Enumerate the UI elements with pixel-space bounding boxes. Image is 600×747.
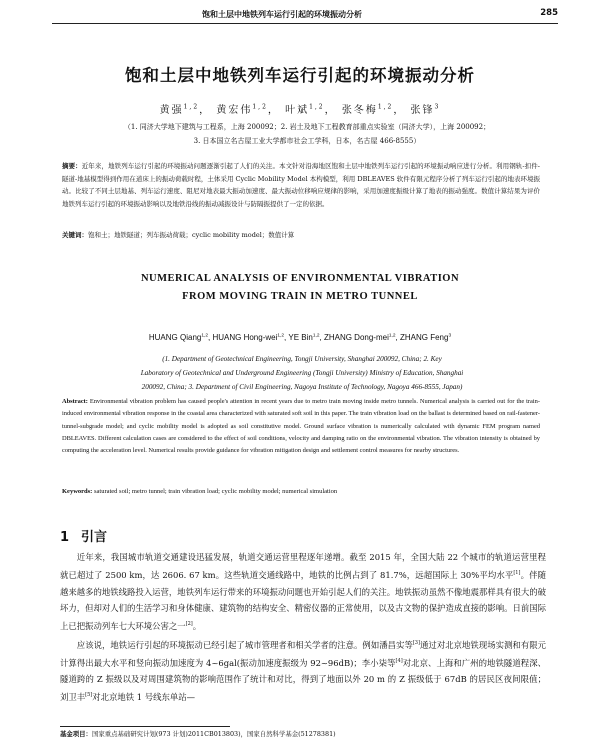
- chinese-abstract: [62, 160, 540, 210]
- page-number: 285: [540, 8, 558, 18]
- chinese-authors: 黄强$^{1,2}$， 黄宏伟$^{1,2}$， 叶斌$^{1,2}$， 张冬梅$^{1,2}$， 张锋$^3$: [159, 103, 441, 116]
- affiliation-line: 200092, China; 3. Department of Civil Engineering, Nagoya Institute of Technology, Nagoya 466-8555, Japan): [141, 383, 463, 391]
- footnote-rule: [60, 726, 230, 727]
- english-abstract: [62, 396, 540, 457]
- paragraph-text: 对北京地铁 1 号线东单站—: [92, 692, 196, 703]
- abstract-text: 近年来，地铁列车运行引起的环境振动问题逐渐引起了人们的关注。本文针对沿海地区饱和土层中地铁列车运行引起的环境振动响应进行分析。利用钢轨-扣件-隧道-地基模型得到作用在道床上的振动荷载时程，土体采用 Cyclic Mobility Model 本构模型，利用 DBLEAVES 软件有限元程序分析了列车运行引起的地表环境振动。比较了不同土层地基、列车运行速度、阻尼对地表最大振动加速度、最大振动位移响应规律的影响，采用加速度振级计算了地表的振动强度。数值计算结果为评价地铁列车运行引起的环境振动影响以及地铁沿线的振动减振设计与防隔振提供了一定的依据。: [62, 162, 540, 208]
- running-title: 饱和土层中地铁列车运行引起的环境振动分析: [202, 10, 362, 19]
- chinese-affiliations: [72, 120, 542, 148]
- affiliation-line: 3. 日本国立名古屋工业大学都市社会工学科，日本，名古屋 466-8555）: [193, 137, 421, 145]
- author-name: 张冬梅: [341, 105, 378, 116]
- english-affiliations: [82, 352, 522, 394]
- body-text: [60, 549, 546, 706]
- affiliation-line: Laboratory of Geotechnical and Underground Engineering (Tongji University) Ministry of Education, Shanghai: [140, 369, 464, 377]
- author-sup: 1,2: [183, 103, 200, 111]
- author-name: 黄宏伟: [216, 105, 253, 116]
- author-sup: 1,2: [277, 333, 285, 339]
- paragraph-text: 应该说，地铁运行引起的环境振动已经引起了城市管理者和相关学者的注意。例如潘昌实等: [76, 639, 413, 650]
- author-sup: 1,2: [312, 333, 320, 339]
- paragraph-text: 近年来，我国城市轨道交通建设迅猛发展，轨道交通运营里程逐年递增。截至 2015 年，全国大陆 22 个城市的轨道运营里程就已超过了 2500 km，达 2606. 67 km。这些轨道交通线路中，地铁的比例占到了 81.7%，远超国际上 30%平均水平: [60, 552, 546, 581]
- citation: [2]: [185, 621, 193, 628]
- english-authors: HUANG Qiang$^{1,2}$, HUANG Hong-wei$^{1,2}$, YE Bin$^{1,2}$, ZHANG Dong-mei$^{1,2}$, ZHANG Feng$^3$: [148, 333, 452, 342]
- footnote-label: 基金项目：: [60, 730, 92, 738]
- citation: [3]: [412, 639, 420, 646]
- author-name: 张锋: [410, 105, 435, 116]
- chinese-keywords: [62, 230, 540, 239]
- author-name: YE Bin: [288, 333, 313, 342]
- author-sup: 1,2: [201, 333, 209, 339]
- english-title-line: NUMERICAL ANALYSIS OF ENVIRONMENTAL VIBRATION: [140, 273, 460, 284]
- paragraph-text: 对北京、上海和广州的地铁隧道程深、隧道跨的 Z 振级以及对周围建筑物的影响范围作了统计和对比，得到了地面以外 20 m 的 Z 振级低于 67dB 的居民区夜间限值；刘卫丰: [60, 657, 547, 703]
- section-title: 引言: [81, 530, 108, 545]
- paragraph-text: 。: [192, 621, 202, 632]
- funding-footnote: [60, 729, 336, 738]
- citation: [5]: [85, 692, 93, 699]
- author-sup: 1,2: [309, 103, 325, 111]
- section-number: 1: [60, 530, 70, 545]
- keywords-text: saturated soil; metro tunnel; train vibration load; cyclic mobility model; numerical simulation: [93, 488, 338, 495]
- paragraph-text: 通过对北京地铁现场实测和有限元计算得出最大水平和竖向振动加速度为 4~6gal(振动加速度振级为 92~96dB)；李小柒等: [60, 639, 547, 668]
- header-rule: [52, 23, 558, 24]
- english-title-line: FROM MOVING TRAIN IN METRO TUNNEL: [182, 291, 418, 302]
- author-sup: 3: [434, 103, 441, 111]
- citation: [4]: [395, 657, 403, 664]
- keywords-text: 饱和土；地铁隧道；列车振动荷载；cyclic mobility model；数值计算: [88, 231, 295, 239]
- author-name: 黄强: [159, 105, 184, 116]
- english-title: [0, 270, 600, 306]
- paragraph: [60, 549, 546, 635]
- keywords-label: Keywords:: [62, 488, 93, 495]
- author-sup: 1,2: [388, 333, 396, 339]
- author-name: HUANG Qiang: [148, 333, 202, 342]
- section-heading: [60, 526, 107, 545]
- paragraph: [60, 635, 546, 706]
- affiliation-line: (1. Department of Geotechnical Engineering, Tongji University, Shanghai 200092, China; 2. Key: [162, 355, 442, 363]
- author-name: ZHANG Dong-mei: [323, 333, 389, 342]
- citation: [1]: [513, 570, 521, 577]
- paragraph-text: 。伴随越来越多的地铁线路投入运营，地铁列车运行带来的环境振动问题也开始引起人们的关注。地铁振动虽然不像地震那样具有很大的破坏力，但却对人们的生活学习和身体健康、建筑物的结构安全、精密仪器的正常使用，以及古文物的保护造成直接的影响。日前国际上已把振动列车七大环境公害之一: [60, 570, 546, 632]
- english-keywords: [62, 488, 540, 495]
- footnote-text: 国家重点基础研究计划(973 计划)2011CB013803)，国家自然科学基金(51278381): [91, 730, 336, 738]
- abstract-text: Environmental vibration problem has caused people's attention in recent years due to metro train moving inside metro tunnels. Numerical analysis is carried out for the train-induced environmental vibration response in the coastal area characterized with saturated soft soil in this paper. The train vibration load on the ballast is determined based on rail-fastener-tunnel-subgrade model; and cyclic mobility model is adopted as soil constitutive model. Ground surface vibration is numerically calculated with dynamic FEM program named DBLEAVES. Different calculation cases are considered to the effect of soil conditions, velocity and damping ratio on the environmental vibration. The vibration intensity is obtained by computing the acceleration level. Numerical results provide guidance for vibration mitigation design and settlement control measures for nearby structures.: [62, 398, 540, 455]
- affiliation-line: （1. 同济大学地下建筑与工程系，上海 200092；2. 岩土及地下工程教育部重点实验室（同济大学），上海 200092；: [123, 123, 491, 131]
- keywords-label: 关键词：: [62, 231, 88, 239]
- author-sup: 1,2: [377, 103, 394, 111]
- author-sup: 3: [448, 333, 452, 339]
- abstract-label: 摘要：: [62, 162, 82, 170]
- author-sup: 1,2: [252, 103, 268, 111]
- chinese-title: 饱和土层中地铁列车运行引起的环境振动分析: [125, 66, 475, 85]
- abstract-label: Abstract:: [62, 398, 88, 405]
- author-name: 叶斌: [285, 105, 310, 116]
- author-name: HUANG Hong-wei: [212, 333, 278, 342]
- author-name: ZHANG Feng: [399, 333, 449, 342]
- running-header: [52, 8, 558, 22]
